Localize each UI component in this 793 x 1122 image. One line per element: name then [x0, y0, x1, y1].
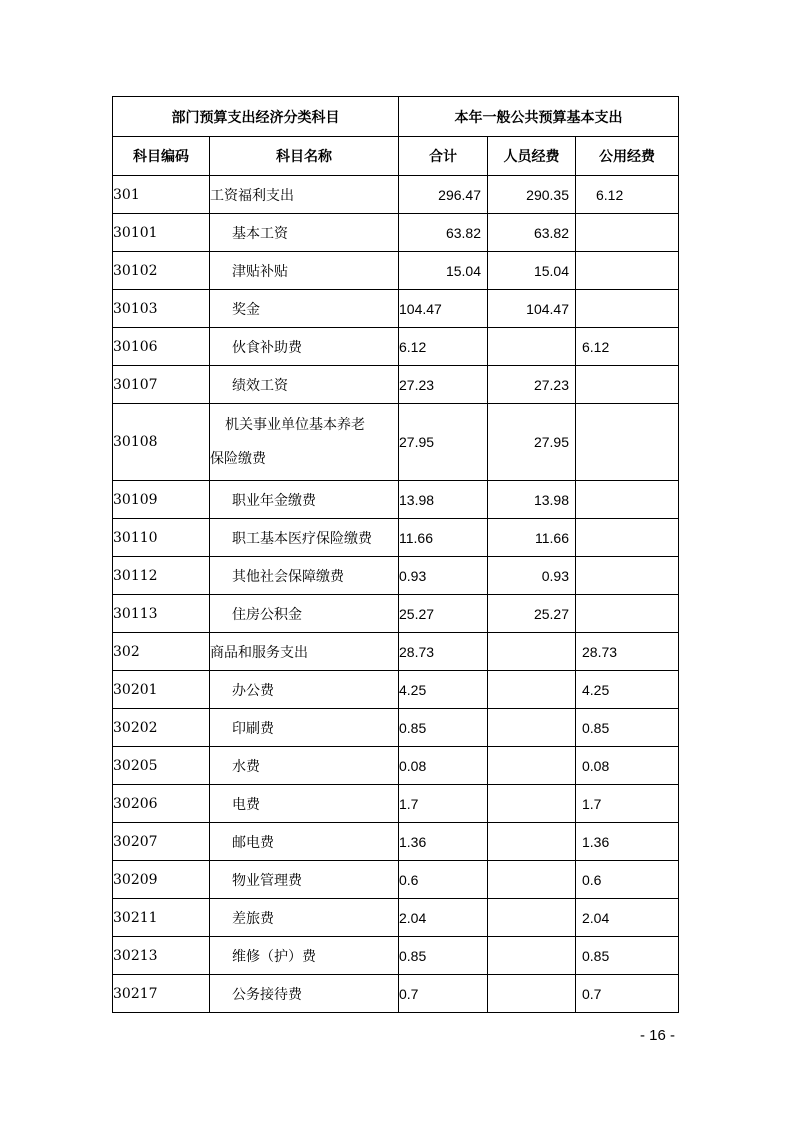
table-row	[113, 481, 679, 519]
table-row	[113, 290, 679, 328]
public-cell: 0.85	[576, 709, 679, 747]
code-cell: 30103	[113, 290, 210, 328]
total-cell: 4.25	[399, 671, 488, 709]
code-cell: 30101	[113, 214, 210, 252]
public-cell: 0.7	[576, 975, 679, 1013]
public-cell	[576, 595, 679, 633]
table-row	[113, 595, 679, 633]
personnel-cell	[488, 975, 576, 1013]
personnel-cell: 27.23	[488, 366, 576, 404]
public-cell	[576, 290, 679, 328]
personnel-cell	[488, 709, 576, 747]
personnel-cell	[488, 328, 576, 366]
personnel-cell	[488, 671, 576, 709]
group-header-row	[113, 97, 679, 137]
group-header-basic-expenditure: 本年一般公共预算基本支出	[399, 97, 679, 137]
public-cell: 0.85	[576, 937, 679, 975]
public-cell: 1.36	[576, 823, 679, 861]
total-cell: 28.73	[399, 633, 488, 671]
personnel-cell	[488, 823, 576, 861]
table-row	[113, 899, 679, 937]
name-cell: 印刷费	[210, 709, 399, 747]
code-cell: 30205	[113, 747, 210, 785]
total-cell: 6.12	[399, 328, 488, 366]
personnel-cell	[488, 937, 576, 975]
column-header-name: 科目名称	[210, 137, 399, 176]
code-cell: 302	[113, 633, 210, 671]
name-cell: 电费	[210, 785, 399, 823]
column-header-total: 合计	[399, 137, 488, 176]
name-cell: 商品和服务支出	[210, 633, 399, 671]
public-cell: 2.04	[576, 899, 679, 937]
column-header-public: 公用经费	[576, 137, 679, 176]
public-cell	[576, 519, 679, 557]
personnel-cell: 15.04	[488, 252, 576, 290]
code-cell: 30209	[113, 861, 210, 899]
total-cell: 1.36	[399, 823, 488, 861]
table-row	[113, 709, 679, 747]
code-cell: 301	[113, 176, 210, 214]
code-cell: 30106	[113, 328, 210, 366]
code-cell: 30213	[113, 937, 210, 975]
name-cell: 伙食补助费	[210, 328, 399, 366]
total-cell: 63.82	[399, 214, 488, 252]
table-row	[113, 937, 679, 975]
total-cell: 0.08	[399, 747, 488, 785]
public-cell: 1.7	[576, 785, 679, 823]
public-cell: 28.73	[576, 633, 679, 671]
table-row	[113, 214, 679, 252]
personnel-cell: 25.27	[488, 595, 576, 633]
name-line-1: 机关事业单位基本养老	[225, 417, 365, 433]
total-cell: 1.7	[399, 785, 488, 823]
code-cell: 30102	[113, 252, 210, 290]
name-cell: 办公费	[210, 671, 399, 709]
table-row	[113, 176, 679, 214]
name-cell: 津贴补贴	[210, 252, 399, 290]
column-header-code: 科目编码	[113, 137, 210, 176]
total-cell: 27.23	[399, 366, 488, 404]
name-cell: 绩效工资	[210, 366, 399, 404]
total-cell: 15.04	[399, 252, 488, 290]
table-row	[113, 785, 679, 823]
personnel-cell: 290.35	[488, 176, 576, 214]
name-cell: 物业管理费	[210, 861, 399, 899]
name-cell: 奖金	[210, 290, 399, 328]
name-cell: 基本工资	[210, 214, 399, 252]
public-cell: 0.6	[576, 861, 679, 899]
table-row	[113, 252, 679, 290]
code-cell: 30207	[113, 823, 210, 861]
total-cell: 27.95	[399, 404, 488, 481]
total-cell: 0.7	[399, 975, 488, 1013]
name-cell: 工资福利支出	[210, 176, 399, 214]
total-cell: 25.27	[399, 595, 488, 633]
code-cell: 30217	[113, 975, 210, 1013]
public-cell	[576, 481, 679, 519]
page-number: - 16 -	[640, 1027, 676, 1044]
total-cell: 104.47	[399, 290, 488, 328]
total-cell: 0.85	[399, 709, 488, 747]
budget-table	[112, 96, 679, 1013]
code-cell: 30201	[113, 671, 210, 709]
personnel-cell	[488, 633, 576, 671]
personnel-cell: 11.66	[488, 519, 576, 557]
name-cell: 差旅费	[210, 899, 399, 937]
group-header-classification: 部门预算支出经济分类科目	[113, 97, 399, 137]
code-cell: 30112	[113, 557, 210, 595]
name-cell: 其他社会保障缴费	[210, 557, 399, 595]
name-cell: 职工基本医疗保险缴费	[210, 519, 399, 557]
personnel-cell: 104.47	[488, 290, 576, 328]
name-cell: 维修（护）费	[210, 937, 399, 975]
total-cell: 0.6	[399, 861, 488, 899]
total-cell: 11.66	[399, 519, 488, 557]
table-row	[113, 328, 679, 366]
name-cell	[210, 404, 399, 481]
total-cell: 2.04	[399, 899, 488, 937]
name-cell: 职业年金缴费	[210, 481, 399, 519]
table-row	[113, 861, 679, 899]
total-cell: 296.47	[399, 176, 488, 214]
table-row	[113, 366, 679, 404]
code-cell: 30107	[113, 366, 210, 404]
personnel-cell: 63.82	[488, 214, 576, 252]
name-cell: 住房公积金	[210, 595, 399, 633]
name-cell: 邮电费	[210, 823, 399, 861]
public-cell	[576, 366, 679, 404]
public-cell: 6.12	[576, 328, 679, 366]
personnel-cell: 27.95	[488, 404, 576, 481]
personnel-cell	[488, 785, 576, 823]
public-cell	[576, 557, 679, 595]
name-cell: 公务接待费	[210, 975, 399, 1013]
table-row	[113, 557, 679, 595]
table-row	[113, 671, 679, 709]
code-cell: 30110	[113, 519, 210, 557]
column-header-row	[113, 137, 679, 176]
table-row	[113, 404, 679, 481]
personnel-cell	[488, 899, 576, 937]
total-cell: 0.85	[399, 937, 488, 975]
column-header-personnel: 人员经费	[488, 137, 576, 176]
total-cell: 13.98	[399, 481, 488, 519]
total-cell: 0.93	[399, 557, 488, 595]
public-cell	[576, 252, 679, 290]
public-cell	[576, 404, 679, 481]
public-cell	[576, 214, 679, 252]
code-cell: 30211	[113, 899, 210, 937]
table-row	[113, 975, 679, 1013]
code-cell: 30109	[113, 481, 210, 519]
table-row	[113, 633, 679, 671]
name-cell: 水费	[210, 747, 399, 785]
public-cell: 0.08	[576, 747, 679, 785]
public-cell: 6.12	[576, 176, 679, 214]
table-row	[113, 519, 679, 557]
code-cell: 30108	[113, 404, 210, 481]
code-cell: 30113	[113, 595, 210, 633]
personnel-cell: 0.93	[488, 557, 576, 595]
public-cell: 4.25	[576, 671, 679, 709]
personnel-cell	[488, 861, 576, 899]
table-row	[113, 747, 679, 785]
name-line-2: 保险缴费	[210, 451, 266, 467]
code-cell: 30202	[113, 709, 210, 747]
table-row	[113, 823, 679, 861]
personnel-cell: 13.98	[488, 481, 576, 519]
personnel-cell	[488, 747, 576, 785]
code-cell: 30206	[113, 785, 210, 823]
